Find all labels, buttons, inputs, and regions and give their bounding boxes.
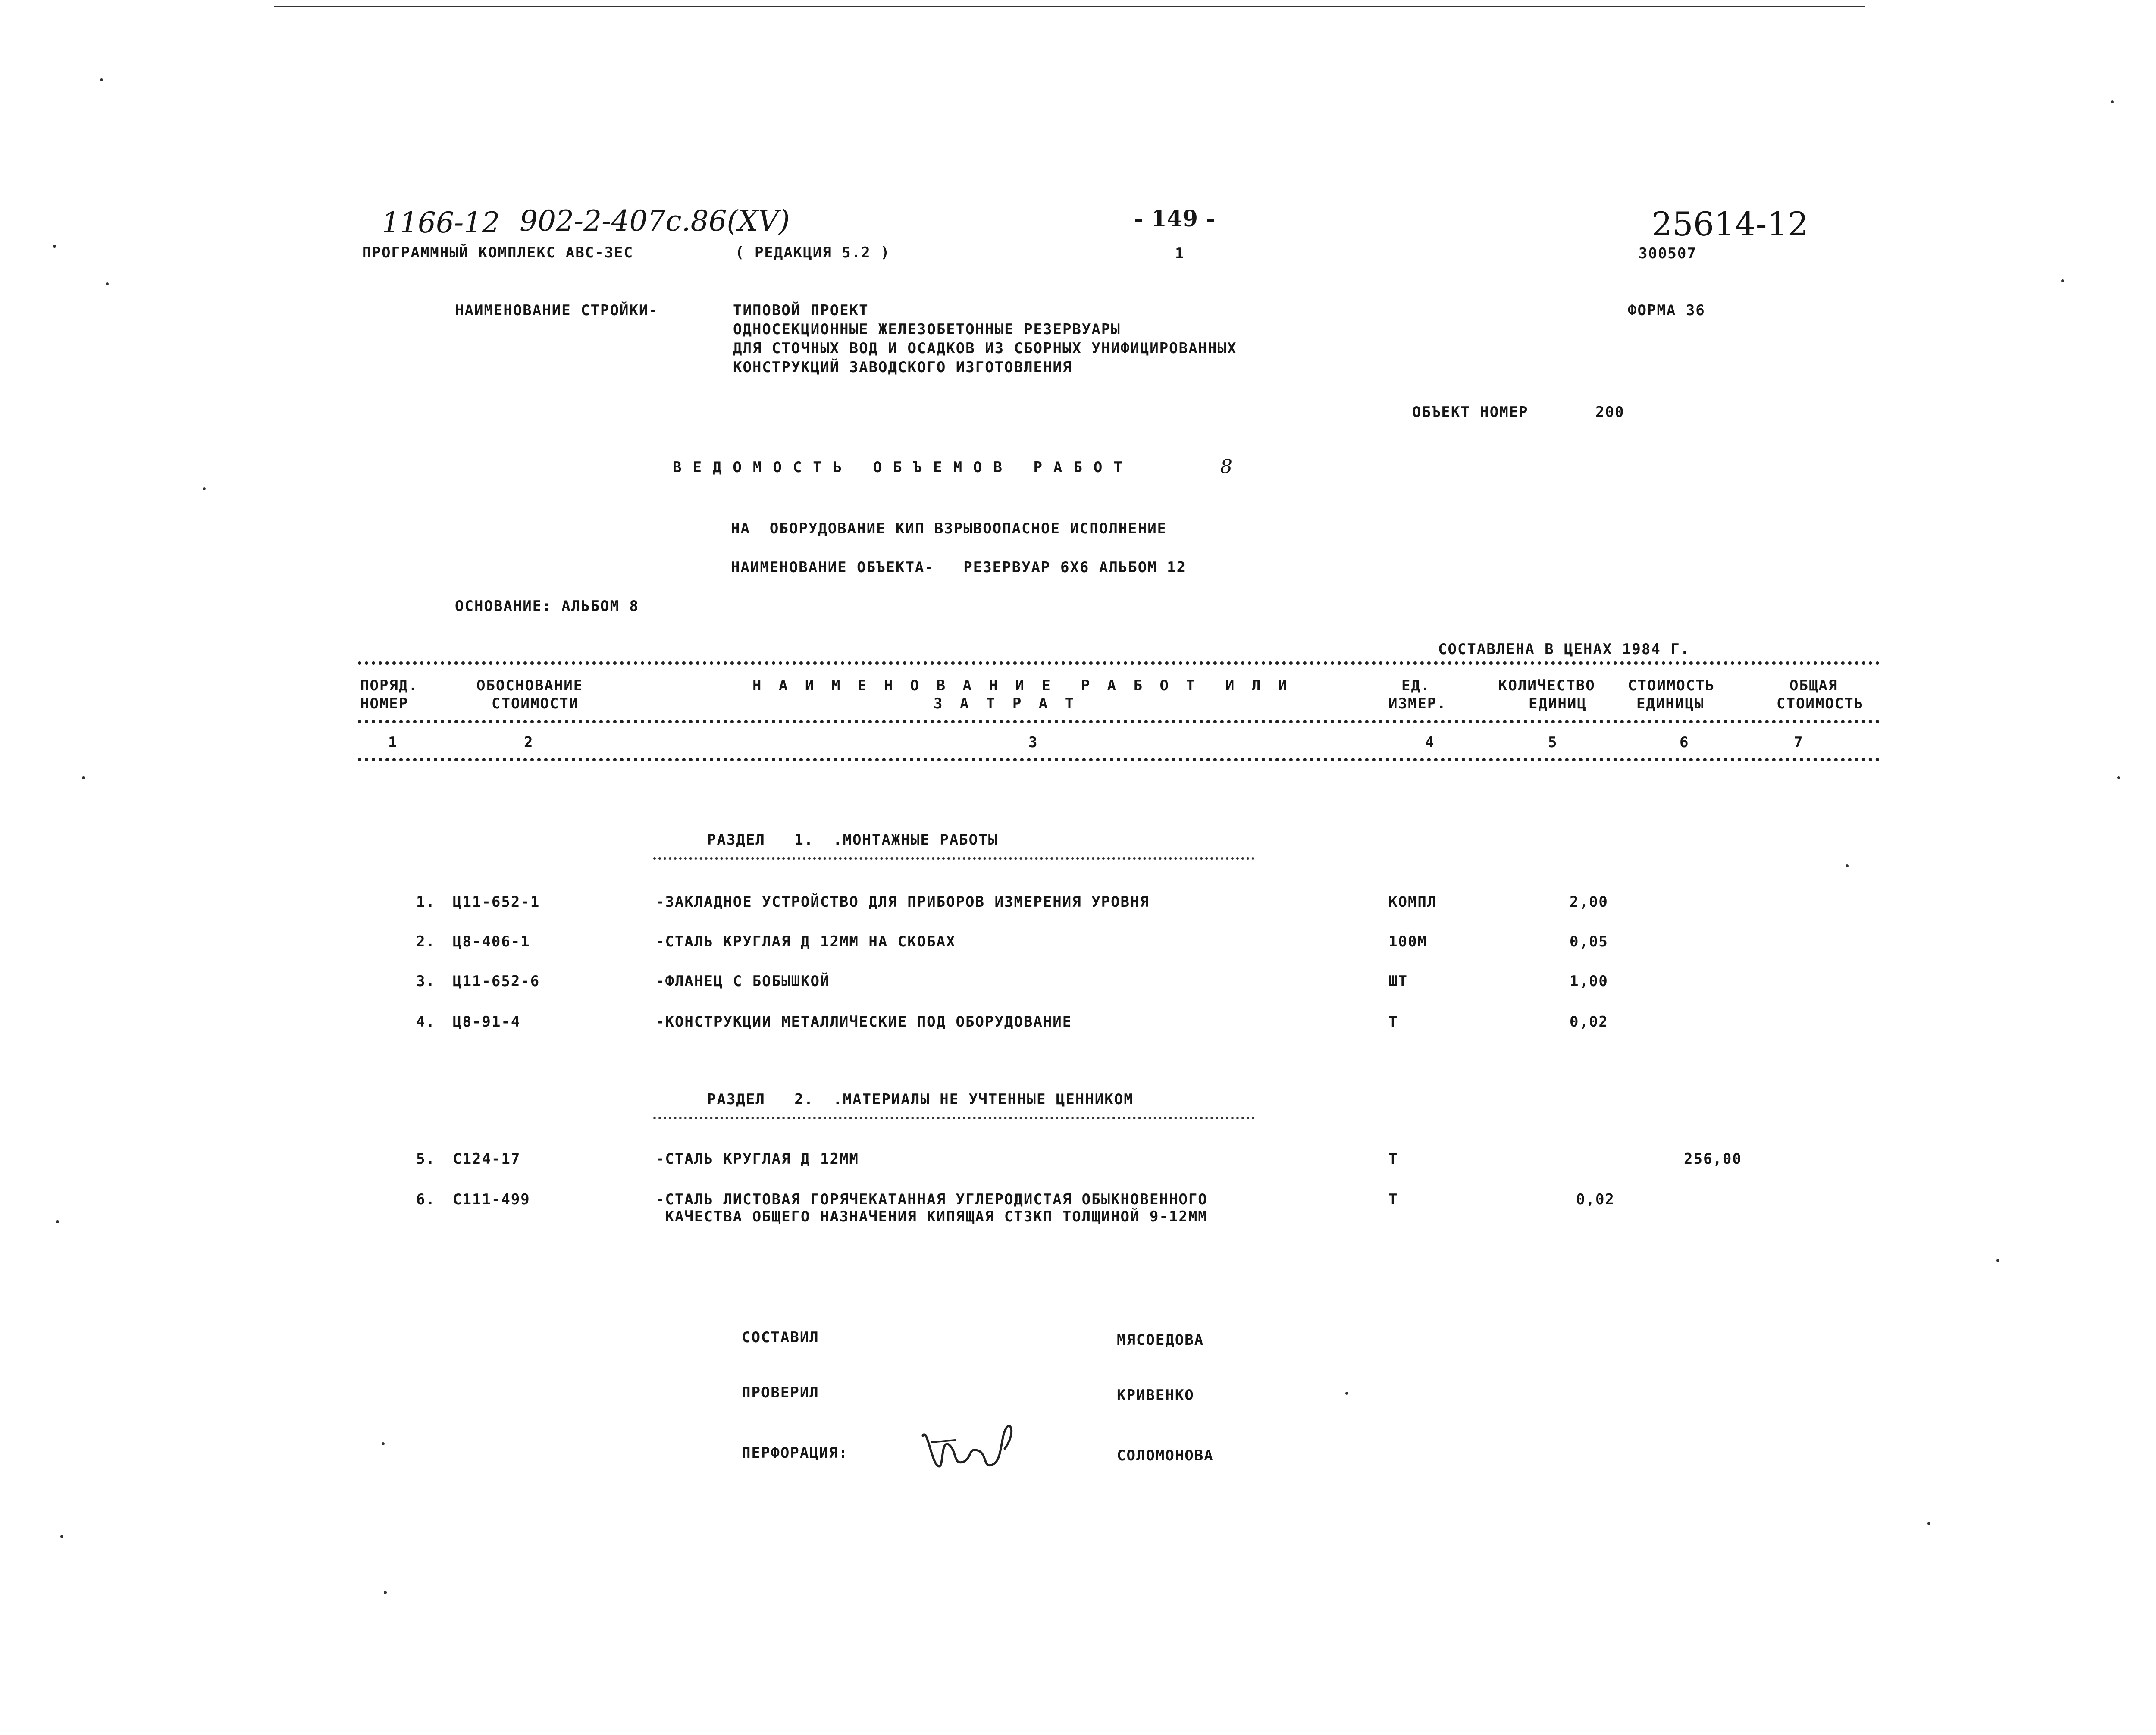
col-header-unit-cost: ЕДИНИЦЫ	[1636, 695, 1705, 712]
table-rule-mid-2	[358, 758, 1880, 761]
row-code: С111-499	[453, 1191, 530, 1208]
scan-speck	[56, 1220, 59, 1223]
row-unit: 100М	[1388, 933, 1427, 950]
scan-speck	[1927, 1522, 1930, 1525]
col-number: 2	[524, 734, 534, 751]
signature-role: СОСТАВИЛ	[742, 1329, 819, 1346]
col-number: 1	[388, 734, 398, 751]
table-row	[0, 1013, 2156, 1034]
row-number: 5.	[416, 1150, 436, 1168]
row-unit: ШТ	[1388, 973, 1408, 990]
row-name: -СТАЛЬ ЛИСТОВАЯ ГОРЯЧЕКАТАННАЯ УГЛЕРОДИСТАЯ ОБЫКНОВЕННОГО	[655, 1191, 1208, 1208]
row-code: С124-17	[453, 1150, 521, 1168]
basis: ОСНОВАНИЕ: АЛЬБОМ 8	[455, 598, 639, 615]
program-edition: ( РЕДАКЦИЯ 5.2 )	[735, 244, 890, 261]
sheet-number: 1	[1175, 245, 1185, 262]
program-name: ПРОГРАММНЫЙ КОМПЛЕКС АВС-ЗЕС	[362, 244, 634, 261]
col-header-total: ОБЩАЯ	[1789, 677, 1838, 694]
row-unit: Т	[1388, 1013, 1398, 1030]
statement-number: 8	[1220, 456, 1232, 478]
scan-speck	[2061, 279, 2064, 282]
col-header-number: НОМЕР	[360, 695, 409, 712]
signature-role: ПЕРФОРАЦИЯ:	[742, 1444, 849, 1462]
col-header-unit-cost: СТОИМОСТЬ	[1628, 677, 1715, 694]
row-code: Ц8-91-4	[453, 1013, 521, 1030]
scan-speck	[82, 776, 85, 779]
section-title: РАЗДЕЛ 1. .МОНТАЖНЫЕ РАБОТЫ	[707, 831, 998, 849]
col-number: 5	[1548, 734, 1558, 751]
handwritten-sheet-code: 1166-12	[382, 206, 500, 239]
row-name: -КОНСТРУКЦИИ МЕТАЛЛИЧЕСКИЕ ПОД ОБОРУДОВАНИЕ	[655, 1013, 1072, 1030]
row-name: -ЗАКЛАДНОЕ УСТРОЙСТВО ДЛЯ ПРИБОРОВ ИЗМЕРЕНИЯ УРОВНЯ	[655, 893, 1150, 911]
row-number: 3.	[416, 973, 436, 990]
top-border-line	[274, 6, 1865, 7]
table-row	[0, 893, 2156, 914]
table-row	[0, 933, 2156, 954]
row-unit: Т	[1388, 1191, 1398, 1208]
scan-speck	[1846, 864, 1849, 868]
col-number: 7	[1794, 734, 1804, 751]
row-number: 6.	[416, 1191, 436, 1208]
col-header-unit: ИЗМЕР.	[1388, 695, 1447, 712]
document-title: ВЕДОМОСТЬ ОБЪЕМОВ РАБОТ	[673, 459, 1134, 476]
row-number: 4.	[416, 1013, 436, 1030]
row-quantity: 0,02	[1570, 1013, 1608, 1030]
construction-line: ДЛЯ СТОЧНЫХ ВОД И ОСАДКОВ ИЗ СБОРНЫХ УНИФИЦИРОВАННЫХ	[733, 340, 1237, 357]
col-header-quantity: КОЛИЧЕСТВО	[1498, 677, 1595, 694]
scan-speck	[382, 1442, 385, 1445]
row-unit: Т	[1388, 1150, 1398, 1168]
section-underline	[653, 1117, 1255, 1119]
section-underline	[653, 857, 1255, 860]
col-number: 3	[1028, 734, 1038, 751]
equipment-subtitle: НА ОБОРУДОВАНИЕ КИП ВЗРЫВООПАСНОЕ ИСПОЛНЕНИЕ	[731, 520, 1167, 537]
row-quantity: 1,00	[1570, 973, 1608, 990]
object-number: 200	[1595, 404, 1625, 421]
scan-speck	[1996, 1259, 1999, 1262]
col-header-basis: СТОИМОСТИ	[492, 695, 579, 712]
construction-label: НАИМЕНОВАНИЕ СТРОЙКИ-	[455, 302, 658, 319]
scan-speck	[203, 487, 206, 490]
table-row	[0, 1191, 2156, 1232]
prices-note: СОСТАВЛЕНА В ЦЕНАХ 1984 Г.	[1438, 641, 1690, 658]
handwritten-signature	[914, 1410, 1026, 1479]
row-name: -ФЛАНЕЦ С БОБЫШКОЙ	[655, 973, 830, 990]
col-header-number: ПОРЯД.	[360, 677, 418, 694]
row-quantity: 2,00	[1570, 893, 1608, 911]
scan-speck	[1345, 1392, 1348, 1395]
col-header-total: СТОИМОСТЬ	[1777, 695, 1864, 712]
object-label: ОБЪЕКТ НОМЕР	[1412, 404, 1529, 421]
construction-line: ТИПОВОЙ ПРОЕКТ	[733, 302, 869, 319]
signature-name: СОЛОМОНОВА	[1117, 1447, 1214, 1464]
handwritten-doc-number: 25614-12	[1651, 205, 1809, 243]
col-number: 6	[1680, 734, 1689, 751]
signature-role: ПРОВЕРИЛ	[742, 1384, 819, 1401]
construction-line: КОНСТРУКЦИЙ ЗАВОДСКОГО ИЗГОТОВЛЕНИЯ	[733, 359, 1072, 376]
col-header-quantity: ЕДИНИЦ	[1529, 695, 1587, 712]
col-number: 4	[1425, 734, 1435, 751]
table-row	[0, 1150, 2156, 1171]
scan-speck	[2117, 776, 2120, 779]
document-code: 300507	[1639, 245, 1697, 262]
section-title: РАЗДЕЛ 2. .МАТЕРИАЛЫ НЕ УЧТЕННЫЕ ЦЕННИКОМ	[707, 1091, 1134, 1108]
scan-speck	[2111, 100, 2114, 103]
scan-speck	[106, 282, 109, 285]
col-header-basis: ОБОСНОВАНИЕ	[476, 677, 583, 694]
scan-speck	[53, 245, 56, 248]
row-unit: КОМПЛ	[1388, 893, 1437, 911]
handwritten-project-code: 902-2-407с.86(XV)	[520, 204, 790, 238]
table-rule-mid-1	[358, 720, 1880, 723]
row-name: -СТАЛЬ КРУГЛАЯ Д 12ММ НА СКОБАХ	[655, 933, 956, 950]
object-name: НАИМЕНОВАНИЕ ОБЪЕКТА- РЕЗЕРВУАР 6Х6 АЛЬБОМ 12	[731, 559, 1187, 576]
signature-name: КРИВЕНКО	[1117, 1387, 1194, 1404]
row-code: Ц11-652-1	[453, 893, 540, 911]
row-quantity: 0,02	[1576, 1191, 1615, 1208]
row-number: 1.	[416, 893, 436, 911]
col-header-name: З А Т Р А Т	[934, 695, 1078, 712]
table-row	[0, 973, 2156, 993]
row-name: -СТАЛЬ КРУГЛАЯ Д 12ММ	[655, 1150, 859, 1168]
row-code: Ц11-652-6	[453, 973, 540, 990]
row-name-continued: КАЧЕСТВА ОБЩЕГО НАЗНАЧЕНИЯ КИПЯЩАЯ СТЗКП ТОЛЩИНОЙ 9-12ММ	[655, 1208, 1208, 1225]
row-number: 2.	[416, 933, 436, 950]
signature-name: МЯСОЕДОВА	[1117, 1331, 1204, 1349]
col-header-unit: ЕД.	[1401, 677, 1431, 694]
row-code: Ц8-406-1	[453, 933, 530, 950]
table-rule-top	[358, 661, 1880, 665]
construction-line: ОДНОСЕКЦИОННЫЕ ЖЕЛЕЗОБЕТОННЫЕ РЕЗЕРВУАРЫ	[733, 321, 1121, 338]
form-number: ФОРМА 36	[1628, 302, 1705, 319]
scan-speck	[384, 1591, 387, 1594]
col-header-name: Н А И М Е Н О В А Н И Е Р А Б О Т И Л И	[752, 677, 1291, 694]
row-quantity: 0,05	[1570, 933, 1608, 950]
scan-speck	[100, 78, 103, 81]
scan-speck	[60, 1535, 63, 1538]
page-number: - 149 -	[1134, 206, 1215, 232]
row-total: 256,00	[1684, 1150, 1742, 1168]
